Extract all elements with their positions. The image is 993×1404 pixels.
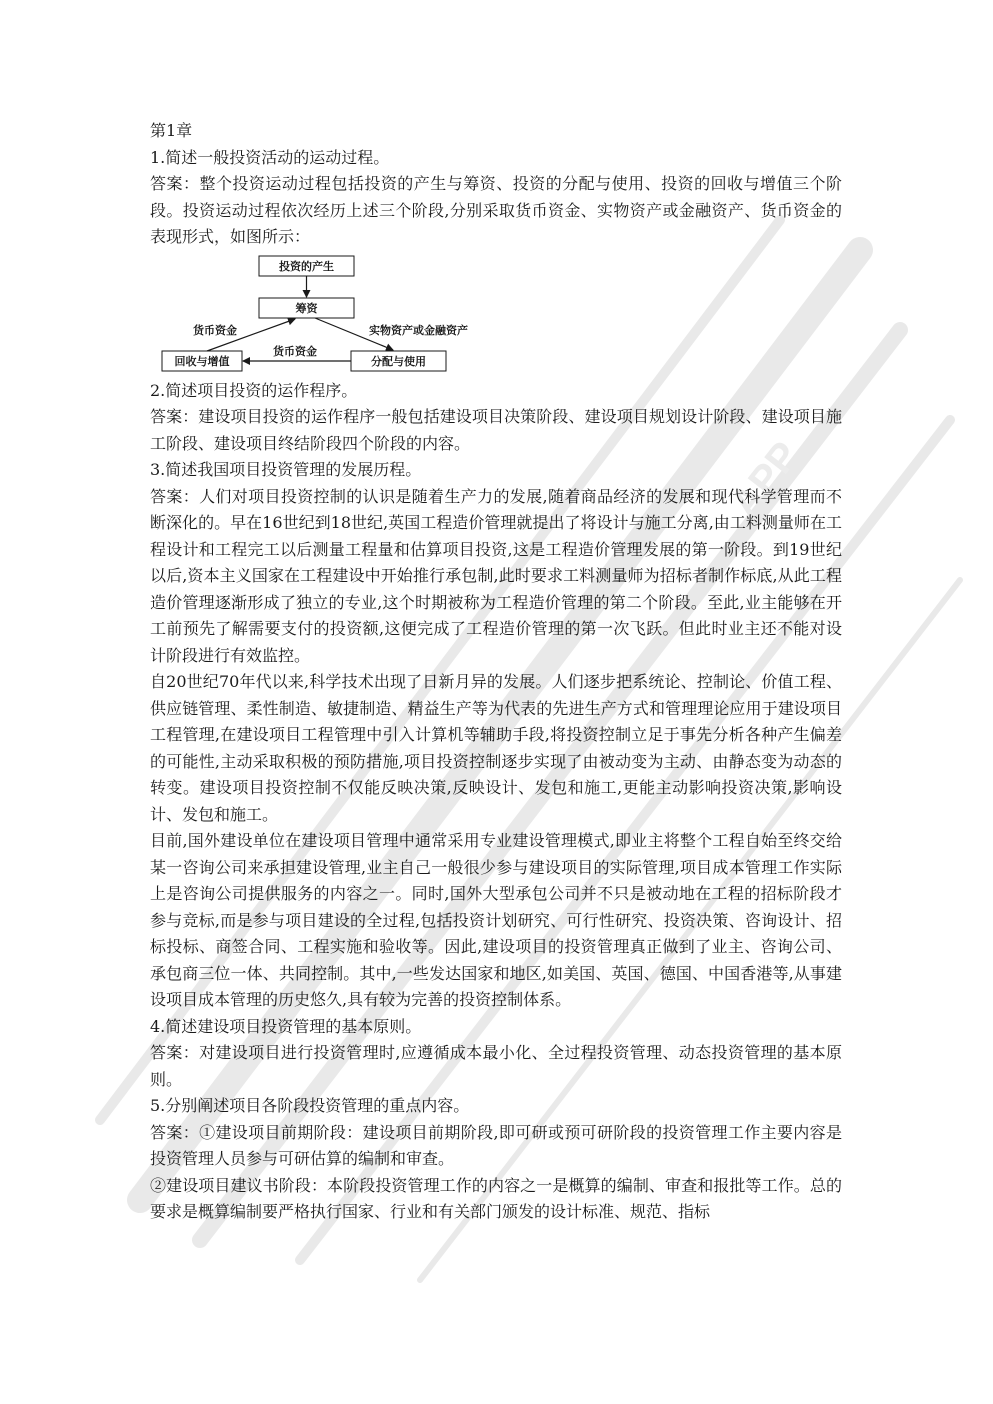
edge-label-right: 实物资产或金融资产	[369, 323, 468, 337]
question-1: 1.简述一般投资活动的运动过程。	[150, 147, 390, 167]
box-investment-origin-label: 投资的产生	[279, 259, 334, 273]
box-financing-label: 筹资	[295, 301, 318, 315]
question-5: 5.分别阐述项目各阶段投资管理的重点内容。	[150, 1096, 470, 1115]
watermark-text: APP	[722, 433, 808, 526]
edge-label-left: 货币资金	[193, 323, 237, 337]
answer-3-paragraph-1: 答案：人们对项目投资控制的认识是随着生产力的发展,随着商品经济的发展和现代科学管理而不断深化的。早在16世纪到18世纪,英国工程造价管理就提出了将设计与施工分离,由工料测量师在工程设计和工程完工以后测量工程量和估算项目投资,这是工程造价管理发展的第一阶段。到19世纪以后,资本主义国家在工程建设中开始推行承包制,此时要求工料测量师为招标者制作标底,从此工程造价管理逐渐形成了独立的专业,这个时期被称为工程造价管理的第二个阶段。至此,业主能够在开工前预先了解需要支付的投资额,这便完成了工程造价管理的第一次飞跃。但此时业主还不能对设计阶段进行有效监控。	[150, 486, 842, 665]
question-2: 2.简述项目投资的运作程序。	[150, 380, 358, 400]
answer-2: 答案：建设项目投资的运作程序一般包括建设项目决策阶段、建设项目规划设计阶段、建设项目施工阶段、建设项目终结阶段四个阶段的内容。	[150, 407, 842, 453]
investment-cycle-diagram	[155, 254, 515, 376]
question-3: 3.简述我国项目投资管理的发展历程。	[150, 460, 422, 479]
answer-1: 答案：整个投资运动过程包括投资的产生与筹资、投资的分配与使用、投资的回收与增值三个阶段。投资运动过程依次经历上述三个阶段,分别采取货币资金、实物资产或金融资产、货币资金的表现形式，如图所示：	[150, 174, 842, 246]
edge-label-bottom: 货币资金	[273, 344, 317, 358]
answer-5-paragraph-2: ②建设项目建议书阶段：本阶段投资管理工作的内容之一是概算的编制、审查和报批等工作。总的要求是概算编制要严格执行国家、行业和有关部门颁发的设计标准、规范、指标	[150, 1175, 842, 1221]
question-4: 4.简述建设项目投资管理的基本原则。	[150, 1016, 422, 1036]
answer-3-paragraph-2: 自20世纪70年代以来,科学技术出现了日新月异的发展。人们逐步把系统论、控制论、价值工程、供应链管理、柔性制造、敏捷制造、精益生产等为代表的先进生产方式和管理理论应用于建设项目工程管理,在建设项目工程管理中引入计算机等辅助手段,将投资控制立足于事先分析各种产生偏差的可能性,主动采取积极的预防措施,项目投资控制逐步实现了由被动变为主动、由静态变为动态的转变。建设项目投资控制不仅能反映决策,反映设计、发包和施工,更能主动影响投资决策,影响设计、发包和施工。	[150, 672, 842, 824]
document-body	[150, 118, 842, 1226]
answer-5-paragraph-1: 答案：①建设项目前期阶段：建设项目前期阶段,即可研或预可研阶段的投资管理工作主要内容是投资管理人员参与可研估算的编制和审查。	[150, 1122, 842, 1168]
answer-4: 答案：对建设项目进行投资管理时,应遵循成本最小化、全过程投资管理、动态投资管理的基本原则。	[150, 1043, 842, 1089]
box-recovery-label: 回收与增值	[174, 354, 230, 368]
answer-3-paragraph-3: 目前,国外建设单位在建设项目管理中通常采用专业建设管理模式,即业主将整个工程自始至终交给某一咨询公司来承担建设管理,业主自己一般很少参与建设项目的实际管理,项目成本管理工作实际上是咨询公司提供服务的内容之一。同时,国外大型承包公司并不只是被动地在工程的招标阶段才参与竞标,而是参与项目建设的全过程,包括投资计划研究、可行性研究、投资决策、咨询设计、招标投标、商签合同、工程实施和验收等。因此,建设项目的投资管理真正做到了业主、咨询公司、承包商三位一体、共同控制。其中,一些发达国家和地区,如美国、英国、德国、中国香港等,从事建设项目成本管理的历史悠久,具有较为完善的投资控制体系。	[150, 831, 842, 1009]
box-allocation-label: 分配与使用	[371, 354, 426, 368]
chapter-title: 第1章	[150, 121, 193, 140]
